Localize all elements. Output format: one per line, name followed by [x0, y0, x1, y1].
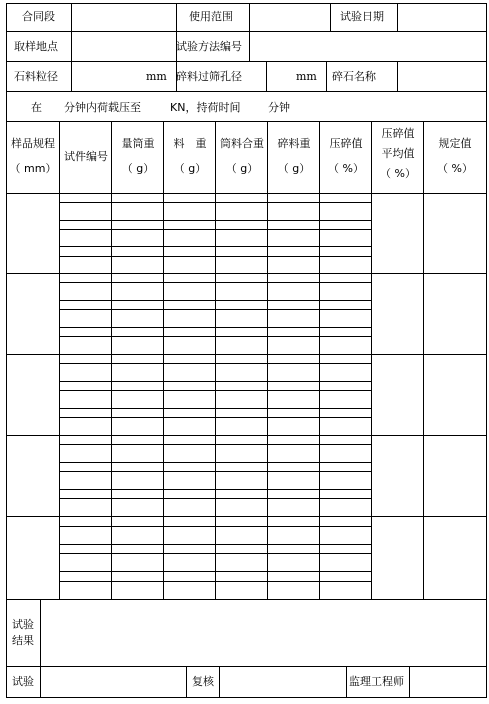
col-specified-value: [424, 137, 486, 175]
data-cell[interactable]: [111, 300, 163, 327]
grid-line: [6, 3, 487, 4]
grid-line: [397, 61, 398, 92]
data-cell[interactable]: [59, 544, 111, 571]
specified-cell[interactable]: [423, 435, 486, 516]
tester-value[interactable]: [40, 667, 186, 697]
data-cell[interactable]: [59, 246, 111, 273]
average-cell[interactable]: [371, 516, 423, 599]
grid-line: [71, 61, 72, 92]
grid-line: [59, 363, 372, 364]
grid-line: [59, 581, 372, 582]
data-cell[interactable]: [111, 354, 163, 381]
tester-label: 试验: [12, 675, 34, 688]
col-crush-average-line1: 压碎值: [381, 127, 415, 140]
data-cell[interactable]: [163, 571, 215, 599]
gravel-name-value[interactable]: [398, 62, 486, 90]
data-cell[interactable]: [163, 246, 215, 273]
col-material-weight-line1: 料 重: [173, 137, 207, 150]
sample-spec-cell[interactable]: [6, 354, 59, 435]
data-cell[interactable]: [59, 571, 111, 599]
col-sample-spec: [6, 137, 60, 175]
grid-line: [6, 193, 487, 194]
col-combined-weight-line2: （ g）: [225, 162, 259, 175]
data-cell[interactable]: [111, 435, 163, 462]
data-cell[interactable]: [163, 220, 215, 246]
grid-line: [6, 666, 487, 667]
data-cell[interactable]: [267, 462, 319, 489]
col-crushed-weight: [268, 137, 320, 175]
grid-line: [59, 300, 372, 301]
col-crush-average: [372, 127, 424, 180]
grid-line: [186, 666, 187, 698]
grid-line: [59, 121, 60, 600]
grid-line: [6, 121, 487, 122]
col-cylinder-weight-line2: （ g）: [121, 162, 155, 175]
specified-cell[interactable]: [423, 516, 486, 599]
test-method-code-label: 试验方法编号: [176, 40, 242, 53]
data-cell[interactable]: [111, 408, 163, 435]
data-cell[interactable]: [163, 516, 215, 544]
grid-line: [266, 61, 267, 92]
data-cell[interactable]: [215, 327, 267, 354]
grid-line: [71, 3, 72, 32]
data-cell[interactable]: [215, 489, 267, 516]
data-cell[interactable]: [59, 381, 111, 408]
grid-line: [397, 3, 398, 32]
grid-line: [6, 697, 487, 698]
data-cell[interactable]: [215, 462, 267, 489]
data-cell[interactable]: [59, 408, 111, 435]
data-cell[interactable]: [59, 300, 111, 327]
data-cell[interactable]: [267, 273, 319, 300]
data-cell[interactable]: [59, 354, 111, 381]
usage-scope-value[interactable]: [250, 4, 330, 30]
data-cell[interactable]: [163, 408, 215, 435]
stone-size-label: 石料粒径: [14, 70, 58, 83]
data-cell[interactable]: [111, 571, 163, 599]
grid-line: [219, 666, 220, 698]
data-cell[interactable]: [319, 435, 371, 462]
data-cell[interactable]: [267, 571, 319, 599]
data-cell[interactable]: [111, 544, 163, 571]
data-cell[interactable]: [267, 327, 319, 354]
gravel-name-label: 碎石名称: [332, 70, 376, 83]
data-cell[interactable]: [163, 327, 215, 354]
data-cell[interactable]: [319, 327, 371, 354]
data-cell[interactable]: [163, 435, 215, 462]
data-cell[interactable]: [215, 408, 267, 435]
supervisor-label: 监理工程师: [349, 675, 404, 688]
result-label: [6, 618, 40, 647]
grid-line: [71, 31, 72, 62]
data-cell[interactable]: [319, 354, 371, 381]
col-sample-spec-line2: （ mm）: [9, 162, 57, 175]
data-cell[interactable]: [267, 300, 319, 327]
data-cell[interactable]: [215, 273, 267, 300]
grid-line: [59, 229, 372, 230]
data-cell[interactable]: [59, 327, 111, 354]
data-cell[interactable]: [59, 462, 111, 489]
grid-line: [59, 309, 372, 310]
grid-line: [59, 444, 372, 445]
data-cell[interactable]: [111, 381, 163, 408]
load-line-kn: KN，持荷时间: [170, 101, 241, 114]
grid-line: [486, 3, 487, 698]
grid-line: [59, 202, 372, 203]
supervisor-value[interactable]: [410, 667, 486, 697]
sampling-location-value[interactable]: [72, 32, 176, 60]
specified-cell[interactable]: [423, 193, 486, 273]
grid-line: [6, 516, 487, 517]
data-cell[interactable]: [319, 516, 371, 544]
grid-line: [176, 31, 177, 62]
data-cell[interactable]: [267, 193, 319, 220]
data-cell[interactable]: [163, 193, 215, 220]
reviewer-value[interactable]: [220, 667, 346, 697]
result-label-line1: 试验: [12, 618, 34, 631]
data-cell[interactable]: [215, 381, 267, 408]
grid-line: [6, 354, 487, 355]
col-crush-average-line3: （ %）: [380, 167, 416, 180]
data-cell[interactable]: [215, 516, 267, 544]
data-cell[interactable]: [215, 354, 267, 381]
grid-line: [59, 489, 372, 490]
grid-line: [111, 121, 112, 600]
grid-line: [59, 471, 372, 472]
grid-line: [249, 31, 250, 62]
grid-line: [6, 599, 487, 600]
sampling-location-label: 取样地点: [14, 40, 58, 53]
usage-scope-label: 使用范围: [189, 10, 233, 23]
data-cell[interactable]: [267, 516, 319, 544]
test-method-code-value[interactable]: [250, 32, 486, 60]
data-cell[interactable]: [215, 193, 267, 220]
specified-cell[interactable]: [423, 273, 486, 354]
data-cell[interactable]: [319, 246, 371, 273]
data-cell[interactable]: [111, 489, 163, 516]
data-cell[interactable]: [111, 516, 163, 544]
data-cell[interactable]: [163, 273, 215, 300]
grid-line: [59, 462, 372, 463]
sample-spec-cell[interactable]: [6, 516, 59, 599]
result-value[interactable]: [40, 600, 486, 666]
data-cell[interactable]: [267, 489, 319, 516]
grid-line: [59, 417, 372, 418]
average-cell[interactable]: [371, 435, 423, 516]
data-cell[interactable]: [267, 354, 319, 381]
col-crush-value: [320, 137, 372, 175]
grid-line: [330, 3, 331, 32]
col-crush-average-line2: 平均值: [381, 147, 415, 160]
data-cell[interactable]: [319, 381, 371, 408]
col-crush-value-line1: 压碎值: [329, 137, 363, 150]
grid-line: [59, 498, 372, 499]
data-cell[interactable]: [267, 408, 319, 435]
average-cell[interactable]: [371, 193, 423, 273]
data-cell[interactable]: [163, 462, 215, 489]
data-cell[interactable]: [111, 273, 163, 300]
data-cell[interactable]: [319, 462, 371, 489]
col-specimen-no-line1: 试件编号: [64, 150, 108, 163]
grid-line: [59, 408, 372, 409]
data-cell[interactable]: [59, 516, 111, 544]
sieve-aperture-unit: mm: [296, 70, 317, 83]
grid-line: [59, 390, 372, 391]
grid-line: [59, 571, 372, 572]
grid-line: [423, 121, 424, 600]
sample-spec-cell[interactable]: [6, 435, 59, 516]
test-date-value[interactable]: [398, 4, 486, 30]
col-sample-spec-line1: 样品规程: [11, 137, 55, 150]
col-cylinder-weight-line1: 量筒重: [121, 137, 155, 150]
data-cell[interactable]: [111, 246, 163, 273]
data-cell[interactable]: [267, 246, 319, 273]
col-specified-value-line2: （ %）: [437, 162, 473, 175]
data-cell[interactable]: [319, 273, 371, 300]
data-cell[interactable]: [59, 193, 111, 220]
data-cell[interactable]: [59, 489, 111, 516]
data-cell[interactable]: [215, 220, 267, 246]
data-cell[interactable]: [59, 435, 111, 462]
data-cell[interactable]: [111, 220, 163, 246]
grid-line: [40, 599, 41, 698]
contract-section-value[interactable]: [72, 4, 176, 30]
col-specified-value-line1: 规定值: [438, 137, 472, 150]
data-cell[interactable]: [267, 435, 319, 462]
data-cell[interactable]: [163, 489, 215, 516]
col-cylinder-weight: [112, 137, 164, 175]
data-cell[interactable]: [319, 571, 371, 599]
data-cell[interactable]: [319, 544, 371, 571]
data-cell[interactable]: [59, 273, 111, 300]
data-cell[interactable]: [215, 544, 267, 571]
grid-line: [59, 327, 372, 328]
grid-line: [176, 61, 177, 92]
data-cell[interactable]: [215, 435, 267, 462]
col-crushed-weight-line2: （ g）: [277, 162, 311, 175]
grid-line: [6, 91, 487, 92]
data-cell[interactable]: [319, 220, 371, 246]
average-cell[interactable]: [371, 354, 423, 435]
grid-line: [59, 553, 372, 554]
grid-line: [6, 435, 487, 436]
grid-line: [59, 544, 372, 545]
result-label-line2: 结果: [12, 634, 34, 647]
grid-line: [59, 246, 372, 247]
col-combined-weight-line1: 筒料合重: [220, 137, 264, 150]
grid-line: [326, 61, 327, 92]
grid-line: [6, 273, 487, 274]
data-cell[interactable]: [319, 489, 371, 516]
grid-line: [249, 3, 250, 32]
data-cell[interactable]: [267, 381, 319, 408]
load-line-load-to: 分钟内荷载压至: [64, 101, 141, 114]
data-cell[interactable]: [163, 354, 215, 381]
col-crushed-weight-line1: 碎料重: [277, 137, 311, 150]
contract-section-label: 合同段: [22, 10, 55, 23]
stone-size-unit: mm: [146, 70, 167, 83]
col-material-weight-line2: （ g）: [173, 162, 207, 175]
sample-spec-cell[interactable]: [6, 273, 59, 354]
grid-line: [176, 3, 177, 32]
grid-line: [59, 282, 372, 283]
grid-line: [215, 121, 216, 600]
grid-line: [6, 31, 487, 32]
data-cell[interactable]: [215, 571, 267, 599]
col-material-weight: [164, 137, 216, 175]
grid-line: [59, 526, 372, 527]
grid-line: [59, 336, 372, 337]
data-cell[interactable]: [111, 462, 163, 489]
grid-line: [409, 666, 410, 698]
average-cell[interactable]: [371, 273, 423, 354]
grid-line: [6, 61, 487, 62]
grid-line: [59, 381, 372, 382]
data-cell[interactable]: [163, 381, 215, 408]
col-crush-value-line2: （ %）: [328, 162, 364, 175]
data-cell[interactable]: [215, 300, 267, 327]
data-cell[interactable]: [319, 193, 371, 220]
col-combined-weight: [216, 137, 268, 175]
col-specimen-no: [60, 150, 112, 163]
load-line-in: 在: [31, 101, 42, 114]
data-cell[interactable]: [111, 327, 163, 354]
specified-cell[interactable]: [423, 354, 486, 435]
data-cell[interactable]: [319, 408, 371, 435]
reviewer-label: 复核: [192, 675, 214, 688]
grid-line: [163, 121, 164, 600]
data-cell[interactable]: [163, 544, 215, 571]
data-cell[interactable]: [319, 300, 371, 327]
grid-line: [6, 3, 7, 698]
data-cell[interactable]: [267, 544, 319, 571]
sieve-aperture-label: 碎料过筛孔径: [176, 70, 242, 83]
sample-spec-cell[interactable]: [6, 193, 59, 273]
load-line-minutes: 分钟: [268, 101, 290, 114]
test-date-label: 试验日期: [340, 10, 384, 23]
grid-line: [267, 121, 268, 600]
data-cell[interactable]: [59, 220, 111, 246]
data-cell[interactable]: [111, 193, 163, 220]
grid-line: [59, 220, 372, 221]
grid-line: [319, 121, 320, 600]
data-cell[interactable]: [267, 220, 319, 246]
data-cell[interactable]: [163, 300, 215, 327]
grid-line: [346, 666, 347, 698]
grid-line: [59, 256, 372, 257]
grid-line: [371, 121, 372, 600]
data-cell[interactable]: [215, 246, 267, 273]
